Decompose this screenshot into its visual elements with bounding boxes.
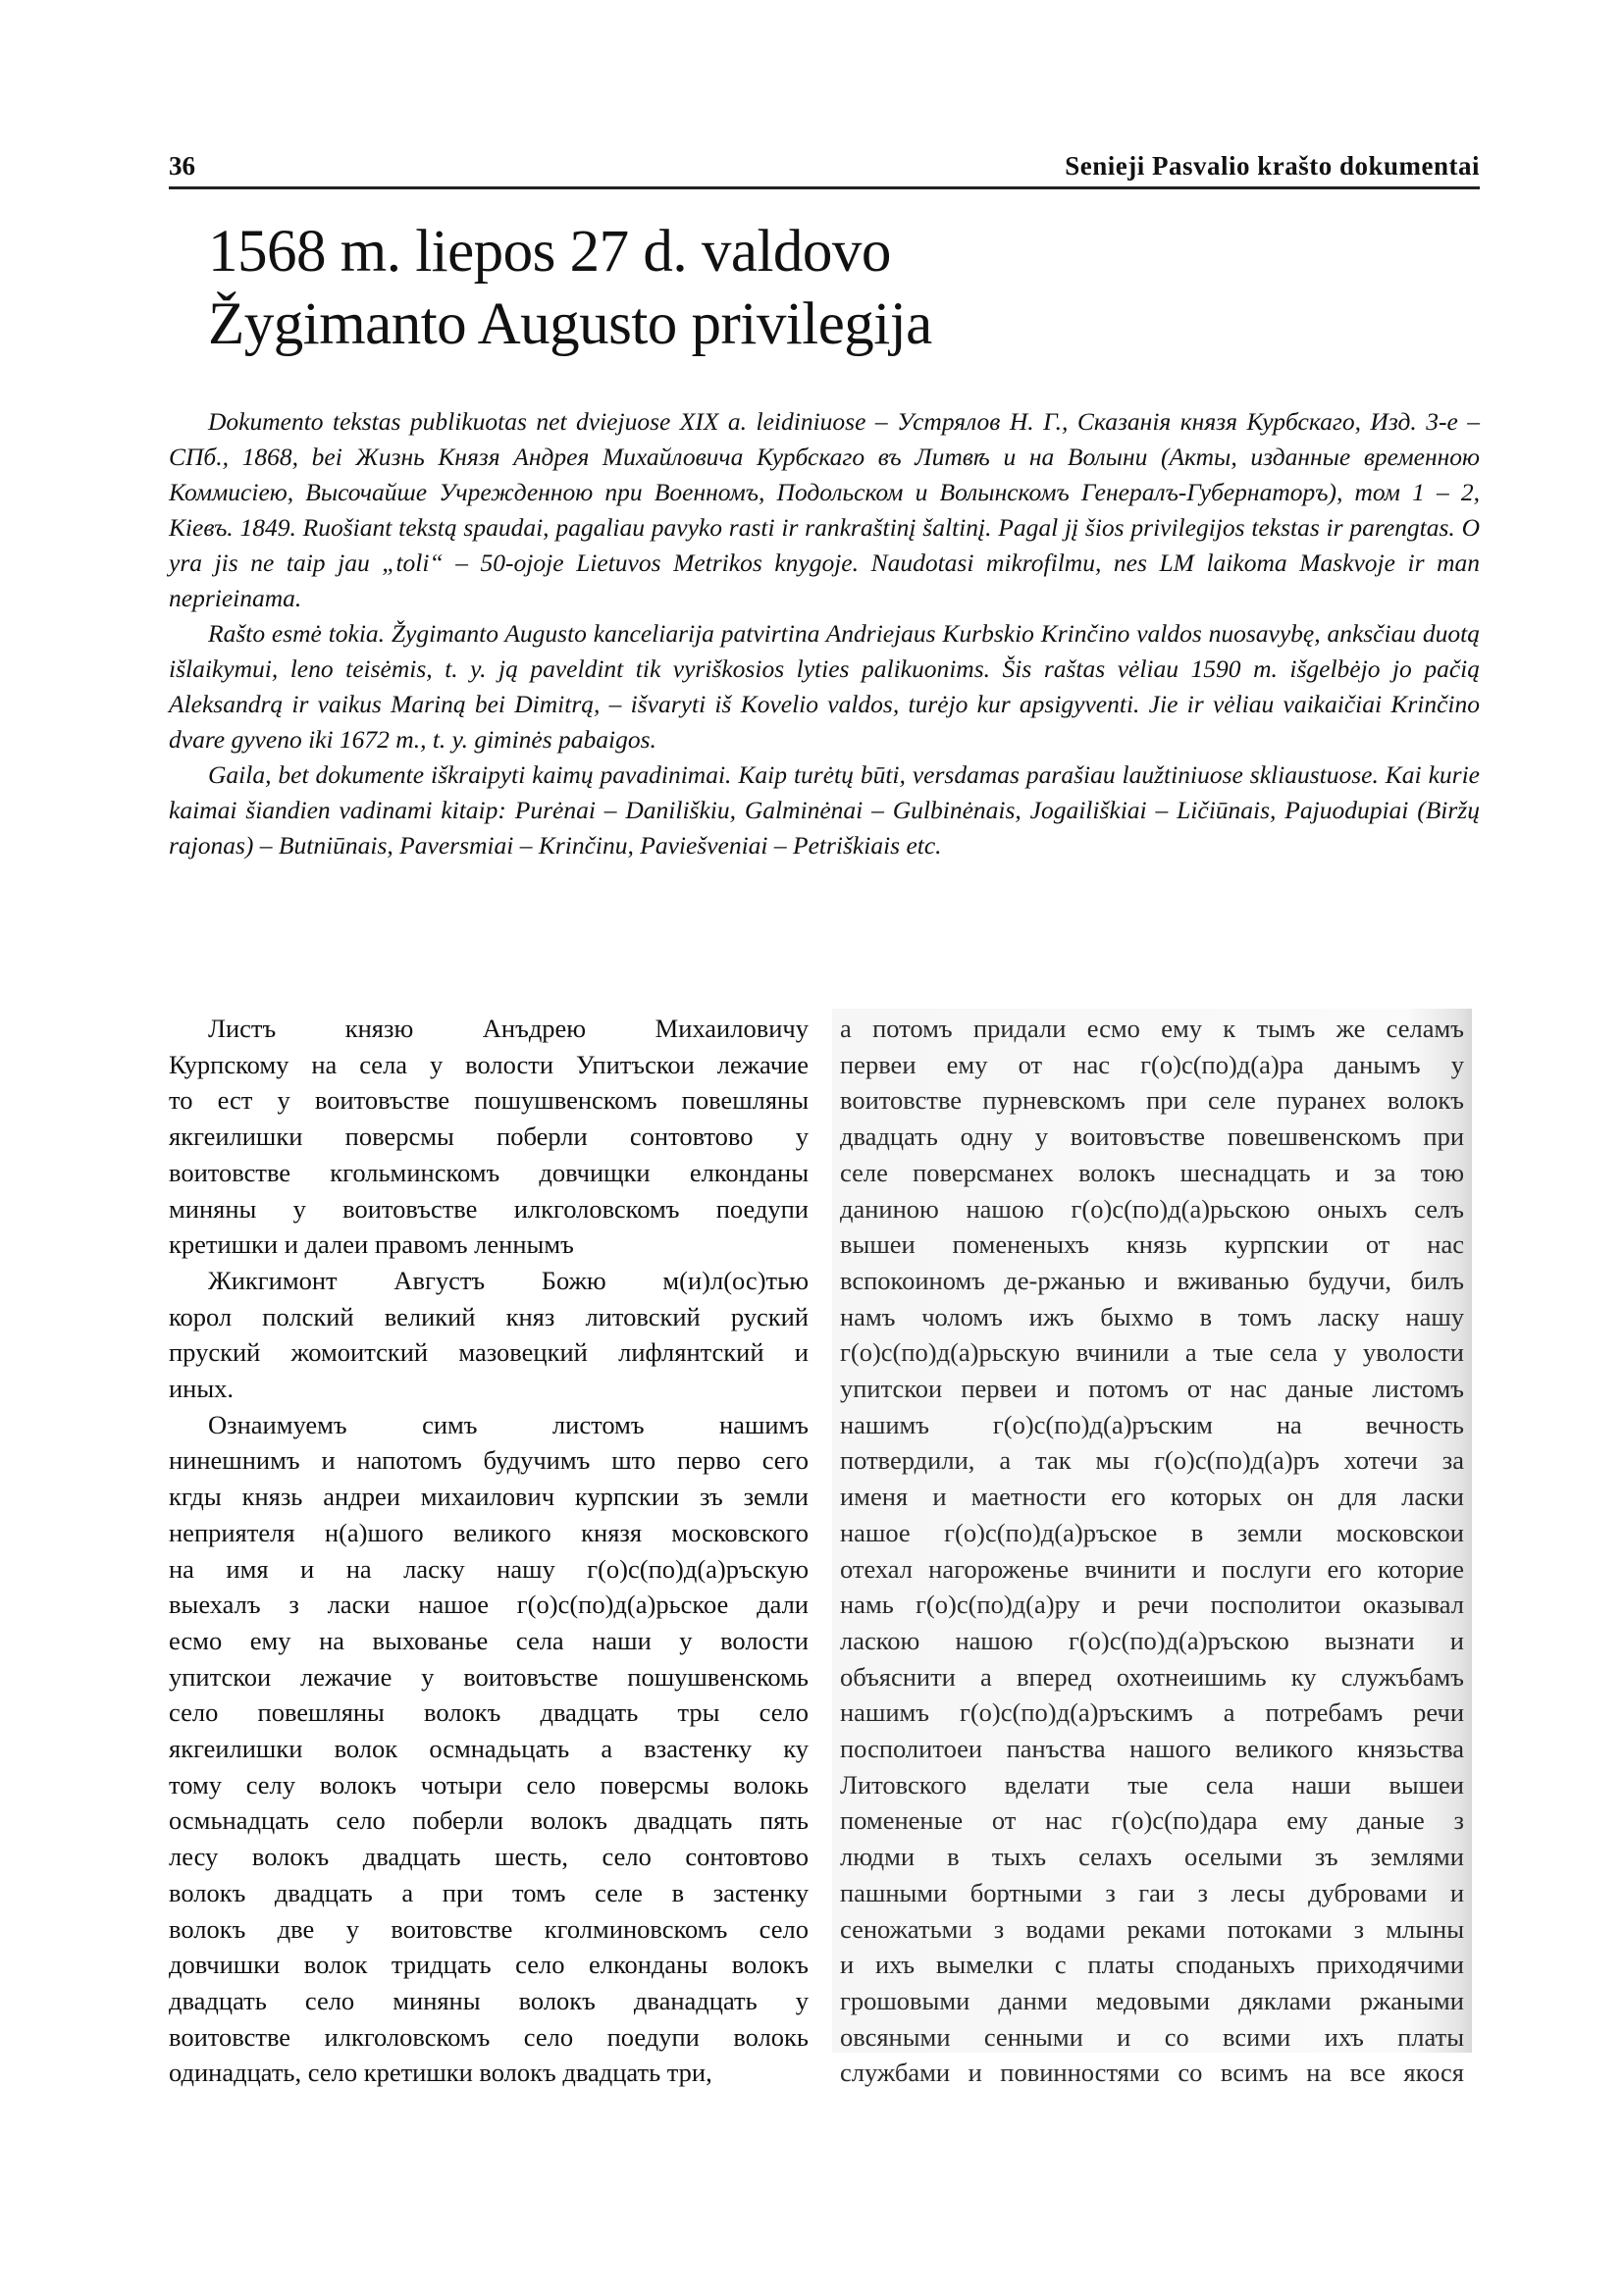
text-line: то ест у воитовъстве пошушвенскомъ повешляны — [169, 1085, 809, 1116]
text-line: на имя и на ласку нашу г(о)с(по)д(а)ръскую — [169, 1553, 809, 1584]
text-line: службами и повинностями со всимъ на все якося — [840, 2058, 1464, 2088]
source-paragraph — [169, 1011, 809, 1263]
text-line: Литовского вделати тые села наши вышеи — [840, 1769, 1464, 1799]
text-line: нашое г(о)с(по)д(а)ръское в земли московскои — [840, 1517, 1464, 1547]
text-line: селе поверсманех волокъ шеснадцать и за тою — [840, 1157, 1464, 1187]
text-line: Курпскому на села у волости Упитъскои лежачие — [169, 1049, 809, 1079]
text-line: двадцать одну у воитовъстве повешвенскомъ при — [840, 1121, 1464, 1152]
text-line: кгды князь андреи михаилович курпскии зъ земли — [169, 1482, 809, 1512]
text-line: нашимъ г(о)с(по)д(а)ръским на вечность — [840, 1409, 1464, 1439]
text-line: довчишки волок тридцать село елконданы волокъ — [169, 1950, 809, 1980]
text-line: Листъ князю Анъдрею Михаиловичу — [208, 1014, 809, 1043]
source-text-right-column — [832, 1009, 1472, 2088]
text-line: сеножатьми з водами реками потоками з млыны — [840, 1913, 1464, 1944]
text-line: нинешнимъ и напотомъ будучимъ што перво сего — [169, 1445, 809, 1476]
text-line: и ихъ вымелки с платы споданыхъ приходячими — [840, 1950, 1464, 1980]
text-line: есмо ему на выхованье села наши у волости — [169, 1625, 809, 1655]
text-line: иных. — [169, 1374, 235, 1404]
text-line: Жикгимонт Августъ Божю м(и)л(ос)тью — [208, 1265, 809, 1295]
text-line: якгеилишки волок осмнадьцать а взастенку ку — [169, 1734, 809, 1764]
text-line: г(о)с(по)д(а)рьскую вчинили а тые села у уволости — [840, 1337, 1464, 1368]
text-line: село повешляны волокъ двадцать тры село — [169, 1697, 809, 1728]
text-line: якгеилишки поверсмы поберли сонтовтово у — [169, 1121, 809, 1152]
title-line-1: 1568 m. liepos 27 d. valdovo — [208, 219, 891, 285]
text-line: лесу волокъ двадцать шесть, село сонтовтово — [169, 1842, 809, 1872]
text-line: нашимъ г(о)с(по)д(а)ръскимъ а потребамъ речи — [840, 1697, 1464, 1728]
text-line: волокъ две у воитовстве кголминовскомъ село — [169, 1913, 809, 1944]
text-line: воитовстве кгольминскомъ довчищки елконданы — [169, 1157, 809, 1187]
text-line: помененые от нас г(о)с(по)дара ему даные з — [840, 1805, 1464, 1836]
text-line: одинадцать, село кретишки волокъ двадцать три, — [169, 2058, 712, 2088]
text-line: кретишки и далеи правомъ леннымъ — [169, 1229, 574, 1260]
intro-paragraph: Gaila, bet dokumente iškraipyti kaimų pavadinimai. Kaip turėtų būti, versdamas parašiau laužtiniuose skliaustuose. Kai kurie kaimai šiandien vadinami kitaip: Purėnai – Daniliškiu, Galminėnai – Gulbinėnais, Jogailiškiai – Ličiūnais, Pajuodupiai (Biržų rajonas) – Butniūnais, Paversmiai – Krinčinu, Paviešveniai – Petriškiais etc. — [169, 760, 1480, 860]
text-line: вспокоиномъ де-ржанью и вживанью будучи, билъ — [840, 1265, 1464, 1295]
text-line: выехалъ з ласки нашое г(о)с(по)д(а)рьское дали — [169, 1590, 809, 1620]
text-line: овсяными сенными и со всими ихъ платы — [840, 2021, 1464, 2052]
text-line: неприятеля н(а)шого великого князя московского — [169, 1517, 809, 1547]
text-line: людми в тыхъ селахъ оселыми зъ землями — [840, 1842, 1464, 1872]
source-paragraph — [169, 1407, 809, 2091]
text-line: тому селу волокъ чотыри село поверсмы волокь — [169, 1769, 809, 1799]
text-line: пруский жомоитский мазовецкий лифлянтский и — [169, 1337, 809, 1368]
text-line: Ознаимуемъ симъ листомъ нашимъ — [208, 1409, 809, 1439]
series-title: Senieji Pasvalio krašto dokumentai — [1065, 151, 1480, 181]
intro-paragraph: Dokumento tekstas publikuotas net dviejuose XIX a. leidiniuose – Устрялов Н. Г., Сказанія князя Курбскаго, Изд. 3-е – СПб., 1868, bei Жизнь Князя Андрея Михайловича Курбскаго въ Литвѣ и на Волыни (Акты, изданные временною Коммисіею, Высочайше Учрежденною при Военномъ, Подольском и Волынскомъ Генералъ-Губернаторъ), том 1 – 2, Кіевъ. 1849. Ruošiant tekstą spaudai, pagaliau pavyko rasti ir rankraštinį šaltinį. Pagal jį šios privilegijos tekstas ir parengtas. O yra jis ne taip jau „toli“ – 50-ojoje Lietuvos Metrikos knygoje. Naudotasi mikrofilmu, nes LM laikoma Maskvoje ir man neprieinama. — [169, 407, 1480, 612]
text-line: отехал нагороженье вчинити и послуги его которие — [840, 1553, 1464, 1584]
text-line: грошовыми данми медовыми дяклами ржаными — [840, 1985, 1464, 2015]
text-line: ласкою нашою г(о)с(по)д(а)ръскою вызнати и — [840, 1625, 1464, 1655]
text-line: потвердили, а так мы г(о)с(по)д(а)ръ хотечи за — [840, 1445, 1464, 1476]
text-line: вышеи помененыхъ князь курпскии от нас — [840, 1229, 1464, 1260]
text-line: именя и маетности его которых он для ласки — [840, 1482, 1464, 1512]
text-line: волокъ двадцать а при томъ селе в застенку — [169, 1877, 809, 1907]
text-line: упитскои первеи и потомъ от нас даные листомъ — [840, 1374, 1464, 1404]
text-line: двадцать село миняны волокъ дванадцать у — [169, 1985, 809, 2015]
source-paragraph — [169, 1263, 809, 1407]
source-text-left-column — [169, 1011, 809, 2091]
intro-paragraph: Rašto esmė tokia. Žygimanto Augusto kanceliarija patvirtina Andriejaus Kurbskio Krinčino valdos nuosavybę, anksčiau duotą išlaikymui, leno teisėmis, t. y. ją paveldint tik vyriškosios lyties palikuonims. Šis raštas vėliau 1590 m. išgelbėjo jo pačią Aleksandrą ir vaikus Mariną bei Dimitrą, – išvaryti iš Kovelio valdos, turėjo kur apsigyventi. Jie ir vėliau vaikaičiai Krinčino dvare gyveno iki 1672 m., t. y. giminės pabaigos. — [169, 619, 1480, 754]
page-number: 36 — [169, 151, 195, 181]
text-line: воитовстве пурневскомъ при селе пуранех волокъ — [840, 1085, 1464, 1116]
text-line: упитскои лежачие у воитовъстве пошушвенскомь — [169, 1661, 809, 1692]
text-line: пашными бортными з гаи з лесы дубровами и — [840, 1877, 1464, 1907]
text-line: корол полский великий княз литовский руский — [169, 1301, 809, 1331]
running-header — [169, 147, 1480, 189]
text-line: миняны у воитовъстве илкголовскомъ поедупи — [169, 1193, 809, 1224]
editorial-introduction — [169, 404, 1480, 863]
text-line: посполитоеи панъства нашого великого князьства — [840, 1734, 1464, 1764]
document-title — [208, 216, 1386, 361]
text-line: осмьнадцать село поберли волокъ двадцать пять — [169, 1805, 809, 1836]
text-line: а потомъ придали есмо ему к тымъ же селамъ — [840, 1014, 1464, 1043]
text-line: данинoю нашою г(о)с(по)д(а)рьскою оныхъ селъ — [840, 1193, 1464, 1224]
text-line: воитовстве илкголовскомъ село поедупи волокь — [169, 2021, 809, 2052]
text-line: объяснити а вперед охотнеишимь ку служъбамъ — [840, 1661, 1464, 1692]
text-line: намь г(о)с(по)д(а)ру и речи посполитои оказывал — [840, 1590, 1464, 1620]
text-line: намъ чоломъ ижъ быхмо в томъ ласку нашу — [840, 1301, 1464, 1331]
text-line: первеи ему от нас г(о)с(по)д(а)ра данымъ у — [840, 1049, 1464, 1079]
title-line-2: Žygimanto Augusto privilegija — [208, 291, 932, 357]
